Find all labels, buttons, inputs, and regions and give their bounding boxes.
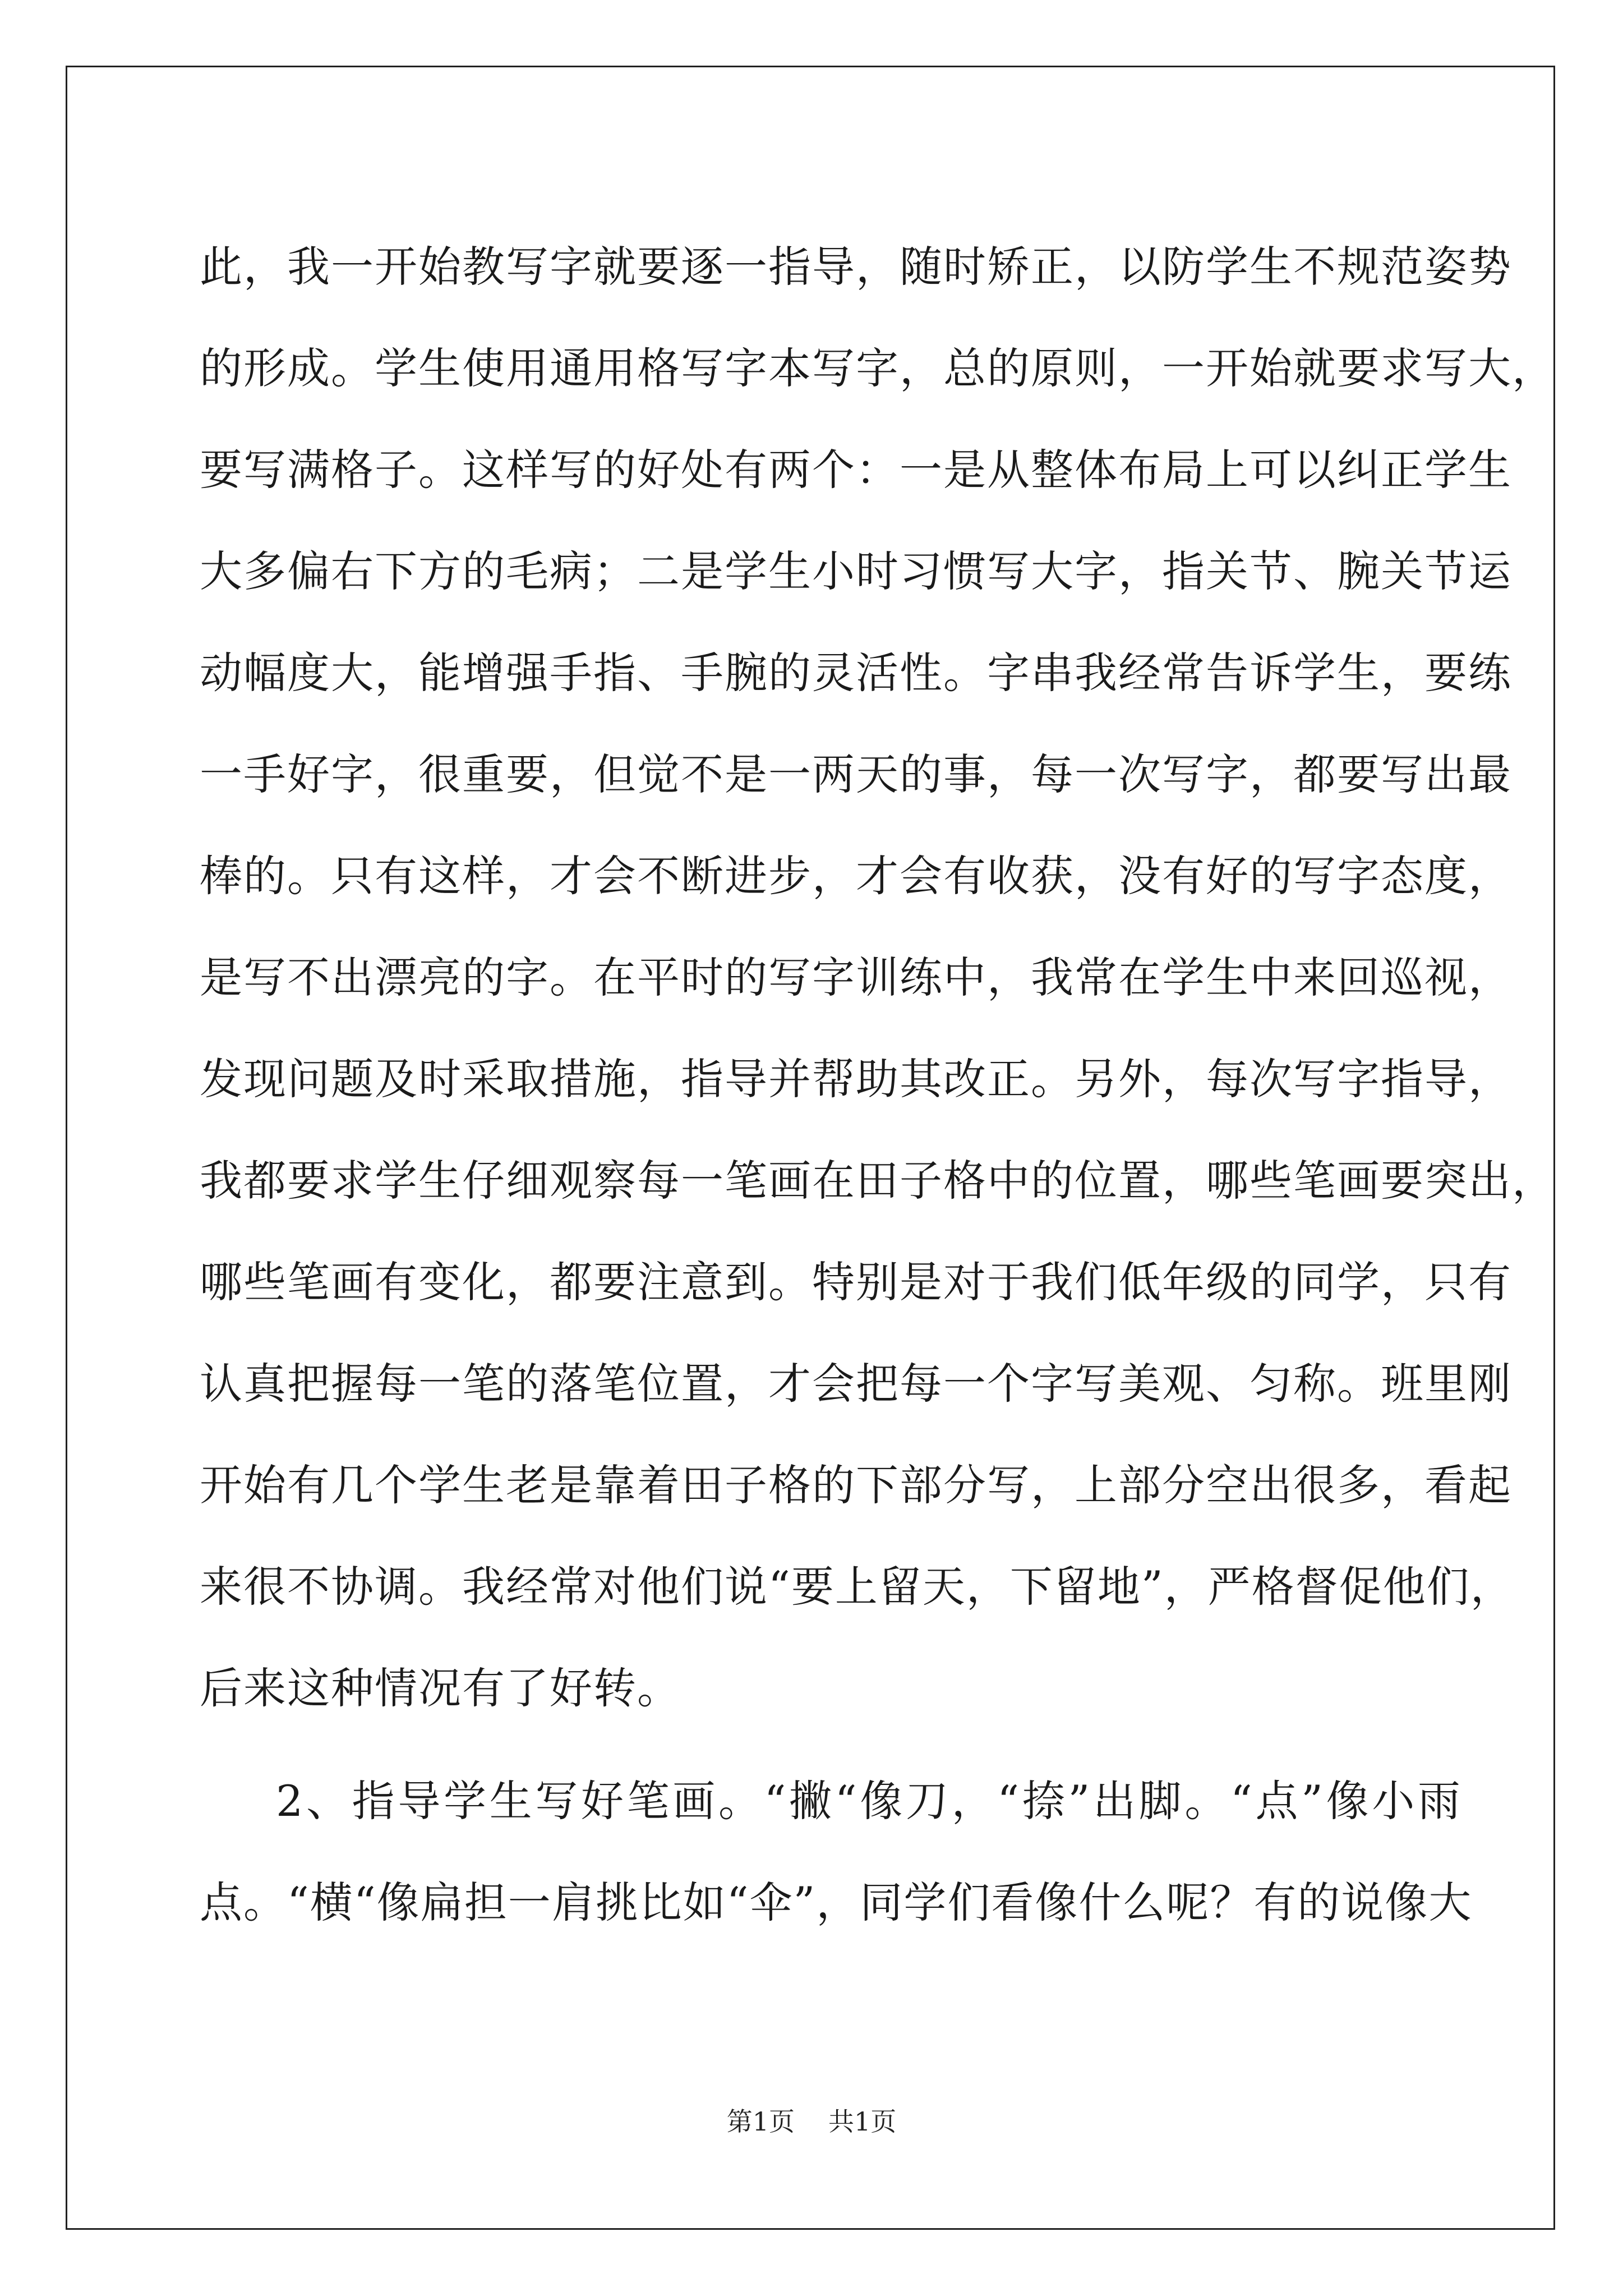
paragraph-start-line: 2、指导学生写好笔画。“撇“像刀，“捺”出脚。“点”像小雨 xyxy=(276,1776,1461,1826)
text-line: 来很不协调。我经常对他们说“要上留天，下留地”，严格督促他们， xyxy=(200,1562,1514,1612)
text-line: 一手好字，很重要，但觉不是一两天的事，每一次写字，都要写出最 xyxy=(200,749,1512,799)
text-line: 要写满格子。这样写的好处有两个：一是从整体布局上可以纠正学生 xyxy=(200,445,1512,495)
page-footer xyxy=(0,2105,1623,2138)
text-line: 认真把握每一笔的落笔位置，才会把每一个字写美观、匀称。班里刚 xyxy=(200,1359,1512,1409)
text-line: 点。“横“像扁担一肩挑比如“伞”，同学们看像什么呢？有的说像大 xyxy=(200,1878,1473,1927)
text-line: 我都要求学生仔细观察每一笔画在田子格中的位置，哪些笔画要突出， xyxy=(200,1156,1556,1205)
text-line: 的形成。学生使用通用格写字本写字，总的原则，一开始就要求写大， xyxy=(200,343,1556,393)
text-line: 是写不出漂亮的字。在平时的写字训练中，我常在学生中来回巡视， xyxy=(200,953,1512,1002)
text-line: 棒的。只有这样，才会不断进步，才会有收获，没有好的写字态度， xyxy=(200,851,1512,901)
text-line: 后来这种情况有了好转。 xyxy=(200,1663,681,1713)
text-line: 哪些笔画有变化，都要注意到。特别是对于我们低年级的同学，只有 xyxy=(200,1257,1512,1307)
text-line: 此，我一开始教写字就要逐一指导，随时矫正，以防学生不规范姿势 xyxy=(200,242,1512,292)
text-line: 发现问题及时采取措施，指导并帮助其改正。另外，每次写字指导， xyxy=(200,1054,1512,1104)
text-line: 开始有几个学生老是靠着田子格的下部分写，上部分空出很多，看起 xyxy=(200,1460,1512,1510)
page-number-current: 第1页 xyxy=(726,2106,795,2137)
text-line: 大多偏右下方的毛病；二是学生小时习惯写大字，指关节、腕关节运 xyxy=(200,546,1512,596)
text-line: 动幅度大，能增强手指、手腕的灵活性。字串我经常告诉学生，要练 xyxy=(200,648,1512,698)
document-body xyxy=(200,216,1556,1953)
page-number-total: 共1页 xyxy=(828,2106,897,2137)
